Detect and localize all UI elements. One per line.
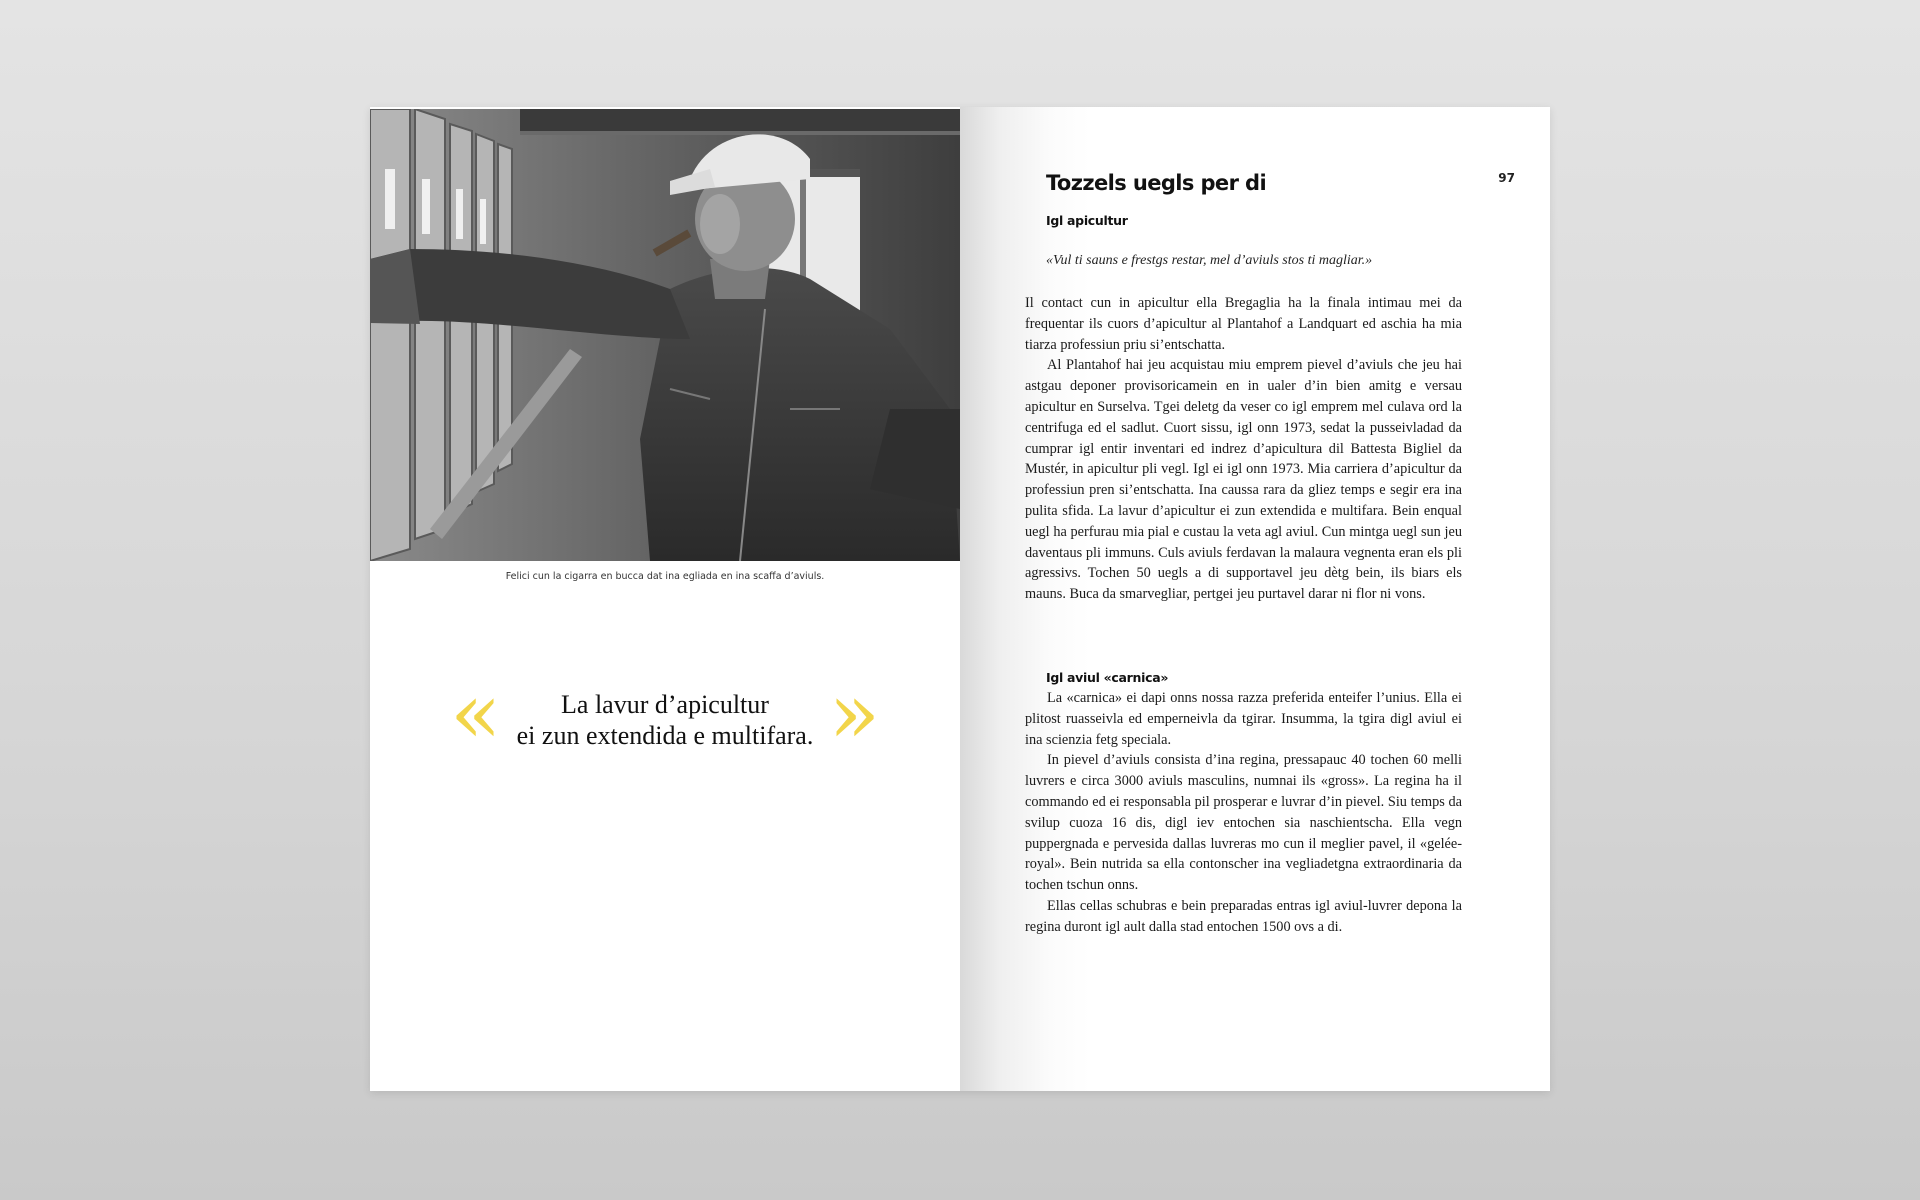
subhead-beekeeper: Igl apicultur [1046,213,1128,228]
book-spread [370,107,1550,1091]
photo-caption: Felici cun la cigarra en bucca dat ina egliada en ina scaffa d’aviuls. [505,571,825,582]
pull-quote [450,664,880,787]
paragraph: Al Plantahof hai jeu acquistau miu emprem pievel d’aviuls che jeu hai astgau deponer provisoricamein en in ualer d’in bien amitg e versau apicultur en Surselva. Tgei deletg da veser co igl emprem mel culava ord la centrifuga ed el sadlut. Cuort sissu, igl onn 1973, sedat la pusseivladad da cumprar igl entir inventari ed indrez d’apicultura dil Battesta Bigliel da Mustér, in apicultur pli vegl. Igl ei igl onn 1973. Mia carriera d’apicultur da professiun pren si’entschatta. Ina caussa rara da gliez temps e segir era ina pulita sfida. La lavur d’apicultur ei zun extendida e multifara. Bein enqual uegl ha perfurau mia pial e custau la veta agl aviul. Cun mintga uegl sun jeu daventaus pli immuns. Culs aviuls ferdavan la malaura vegnenta eran els pli agressivs. Tochen 50 uegls a di supportavel jeu dètg bein, ils biars els mauns. Buca da smarvegliar, pertgei jeu purtavel darar ni flor ni vons. [1025,357,1462,603]
pull-quote-text [500,689,830,751]
chapter-title: Tozzels uegls per di [1046,171,1267,195]
left-page [370,107,960,1091]
paragraph: Ellas cellas schubras e bein preparadas entras igl aviul-luvrer depona la regina duront igl ault dalla stad entochen 1500 ovs a di. [1025,897,1462,935]
paragraph: La «carnica» ei dapi onns nossa razza preferida enteifer l’unius. Ella ei plitost ruasseivla ed emperneivla da tgirar. Insumma, la tgira digl aviul ei ina scienzia fetg speciala. [1025,690,1462,748]
pull-quote-line-2: ei zun extendida e multifara. [516,721,814,750]
open-quote-mark: « [450,664,502,762]
beekeeper-photo [370,109,960,561]
paragraph: In pievel d’aviuls consista d’ina regina, pressapauc 40 tochen 60 melli luvrers e circa 3000 aviuls masculins, numnai ils «gross». La regina ha il commando ed ei responsabla pil prosperar e luvrar d’in pievel. Siu temps da svilup cuoza 16 dis, digl iev entochen sia naschientscha. Ella vegn puppergnada e pervesida dallas luvreras mo cun il meglier pavel, il «gelée-royal». Bein nutrida sa ella contonscher ina vegliadetgna extraordinaria da tochen tschun onns. [1025,752,1462,894]
close-quote-mark: » [828,664,880,762]
section-2-body [1025,688,1462,938]
right-page [960,107,1550,1091]
section-1-body [1025,293,1462,605]
subhead-carnica: Igl aviul «carnica» [1046,670,1169,685]
page-number: 97 [1498,171,1515,185]
epigraph: «Vul ti sauns e frestgs restar, mel d’aviuls stos ti magliar.» [1046,253,1373,268]
pull-quote-line-1: La lavur d’apicultur [561,690,769,719]
paragraph: Il contact cun in apicultur ella Bregaglia ha la finala intimau mei da frequentar ils cuors d’apicultur al Plantahof a Landquart ed aschia ha mia tiarza professiun priu si’entschatta. [1025,295,1462,353]
